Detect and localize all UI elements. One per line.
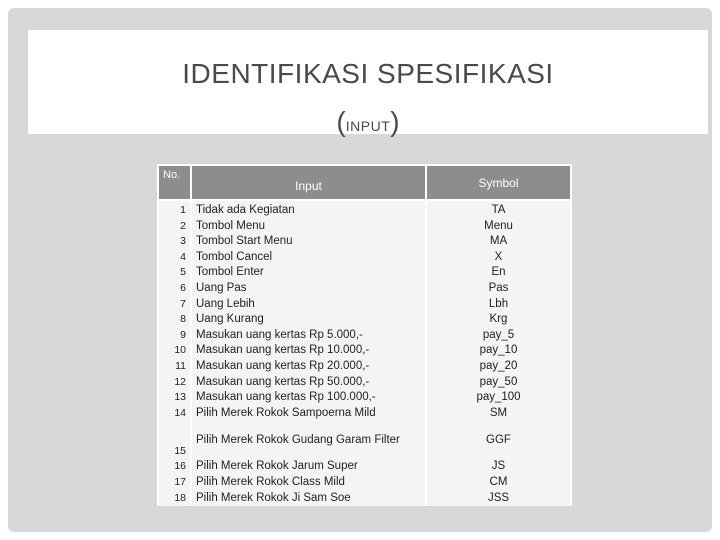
subtitle-close-paren: ) <box>390 106 400 137</box>
row-symbol: CM <box>426 475 571 491</box>
row-input: Tombol Menu <box>191 219 426 235</box>
header-input: Input <box>191 165 426 200</box>
table-body <box>158 200 571 506</box>
row-input: Pilih Merek Rokok Gudang Garam Filter <box>191 421 426 459</box>
row-number: 7 <box>158 297 191 313</box>
row-number: 3 <box>158 234 191 250</box>
row-input: Pilih Merek Rokok Class Mild <box>191 475 426 491</box>
row-input: Masukan uang kertas Rp 100.000,- <box>191 390 426 406</box>
table-row <box>158 250 571 266</box>
row-input: Tombol Cancel <box>191 250 426 266</box>
row-number: 13 <box>158 390 191 406</box>
row-symbol: SM <box>426 406 571 422</box>
row-number: 17 <box>158 475 191 491</box>
table-row <box>158 475 571 491</box>
table-row <box>158 328 571 344</box>
row-number: 1 <box>158 200 191 219</box>
row-input: Masukan uang kertas Rp 5.000,- <box>191 328 426 344</box>
slide-subtitle <box>28 108 708 140</box>
row-input: Tombol Enter <box>191 265 426 281</box>
table-row <box>158 234 571 250</box>
table-row <box>158 421 571 459</box>
subtitle-text: INPUT <box>345 118 391 134</box>
row-symbol: pay_100 <box>426 390 571 406</box>
row-symbol: pay_5 <box>426 328 571 344</box>
row-symbol: pay_50 <box>426 375 571 391</box>
table-row <box>158 200 571 219</box>
row-symbol: MA <box>426 234 571 250</box>
row-symbol: Menu <box>426 219 571 235</box>
table-header-row <box>158 165 571 200</box>
row-number: 4 <box>158 250 191 266</box>
row-symbol: Krg <box>426 312 571 328</box>
row-number: 5 <box>158 265 191 281</box>
row-symbol: X <box>426 250 571 266</box>
row-number: 12 <box>158 375 191 391</box>
table-row <box>158 375 571 391</box>
row-number: 18 <box>158 491 191 507</box>
row-input: Tombol Start Menu <box>191 234 426 250</box>
row-number: 2 <box>158 219 191 235</box>
table-row <box>158 459 571 475</box>
row-number: 9 <box>158 328 191 344</box>
subtitle-open-paren: ( <box>336 106 346 137</box>
row-symbol: TA <box>426 200 571 219</box>
row-input: Uang Kurang <box>191 312 426 328</box>
row-number: 15 <box>158 421 191 459</box>
row-number: 14 <box>158 406 191 422</box>
row-symbol: pay_20 <box>426 359 571 375</box>
row-number: 6 <box>158 281 191 297</box>
row-input: Masukan uang kertas Rp 10.000,- <box>191 343 426 359</box>
table-row <box>158 281 571 297</box>
row-input: Pilih Merek Rokok Ji Sam Soe <box>191 491 426 507</box>
table-row <box>158 390 571 406</box>
table-row <box>158 312 571 328</box>
table-row <box>158 491 571 507</box>
row-input: Pilih Merek Rokok Jarum Super <box>191 459 426 475</box>
table-row <box>158 219 571 235</box>
row-input: Uang Pas <box>191 281 426 297</box>
row-symbol: Lbh <box>426 297 571 313</box>
row-number: 10 <box>158 343 191 359</box>
row-symbol: JS <box>426 459 571 475</box>
row-input: Pilih Merek Rokok Sampoerna Mild <box>191 406 426 422</box>
title-box <box>28 30 708 137</box>
header-no: No. <box>158 165 191 200</box>
row-number: 8 <box>158 312 191 328</box>
table-row <box>158 406 571 422</box>
table-row <box>158 265 571 281</box>
row-input: Masukan uang kertas Rp 20.000,- <box>191 359 426 375</box>
row-symbol: GGF <box>426 421 571 459</box>
row-number: 16 <box>158 459 191 475</box>
row-input: Uang Lebih <box>191 297 426 313</box>
row-symbol: Pas <box>426 281 571 297</box>
row-number: 11 <box>158 359 191 375</box>
table-row <box>158 297 571 313</box>
row-input: Tidak ada Kegiatan <box>191 200 426 219</box>
header-symbol: Symbol <box>426 165 571 200</box>
row-symbol: En <box>426 265 571 281</box>
row-symbol: pay_10 <box>426 343 571 359</box>
row-input: Masukan uang kertas Rp 50.000,- <box>191 375 426 391</box>
slide-title: IDENTIFIKASI SPESIFIKASI <box>182 58 554 89</box>
table-row <box>158 343 571 359</box>
table-row <box>158 359 571 375</box>
spec-table <box>157 164 572 506</box>
row-symbol: JSS <box>426 491 571 507</box>
